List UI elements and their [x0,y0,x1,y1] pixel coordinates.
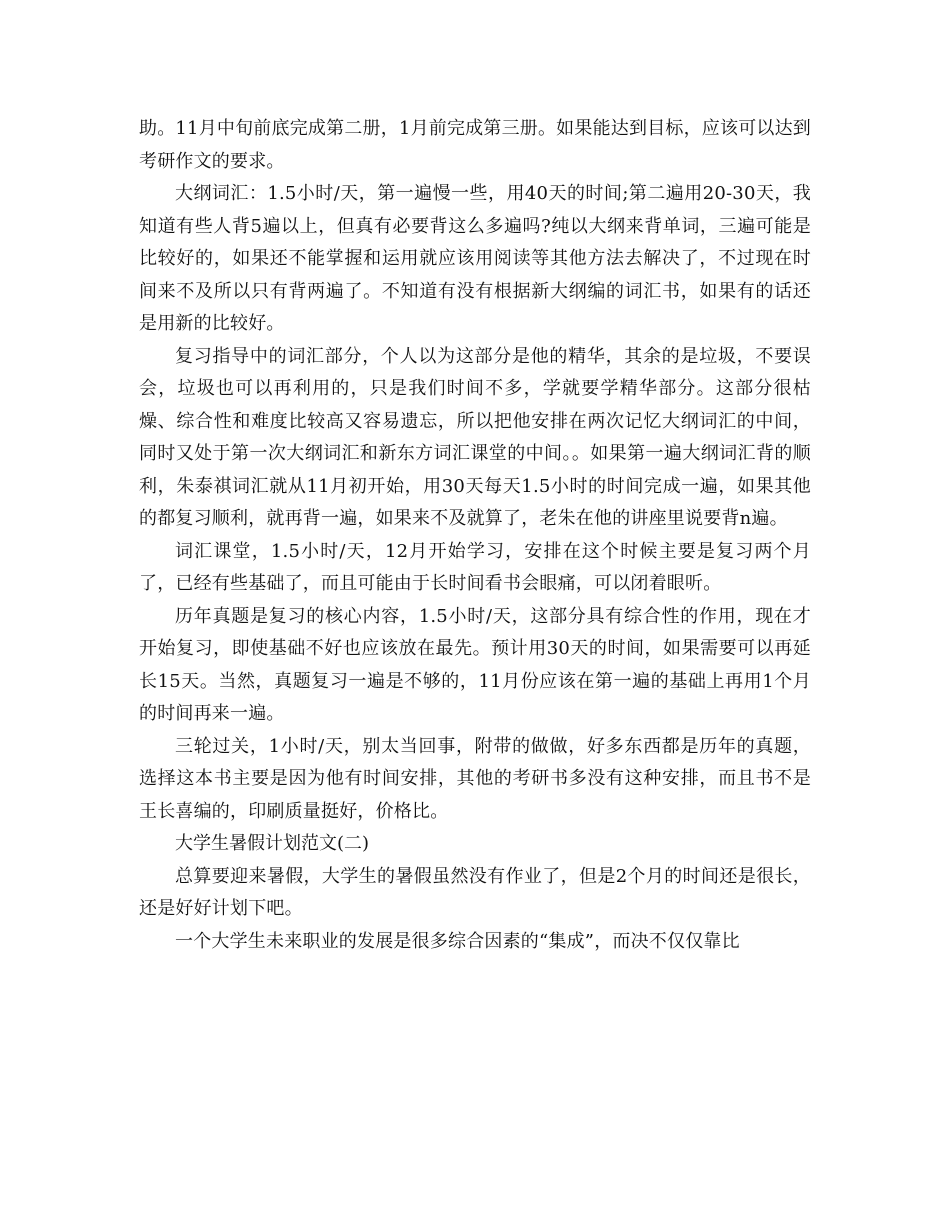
paragraph: 大纲词汇：1.5小时/天，第一遍慢一些，用40天的时间;第二遍用20-30天，我知道有些人背5遍以上，但真有必要背这么多遍吗?纯以大纲来背单词，三遍可能是比较好的，如果还不能掌握和运用就应该用阅读等其他方法去解决了，不过现在时间来不及所以只有背两遍了。不知道有没有根据新大纲编的词汇书，如果有的话还是用新的比较好。 [139,183,811,334]
paragraph: 助。11月中旬前底完成第二册，1月前完成第三册。如果能达到目标，应该可以达到考研作文的要求。 [139,118,811,172]
paragraph: 一个大学生未来职业的发展是很多综合因素的“集成”，而决不仅仅靠比 [175,930,740,952]
paragraph: 三轮过关，1小时/天，别太当回事，附带的做做，好多东西都是历年的真题，选择这本书主要是因为他有时间安排，其他的考研书多没有这种安排，而且书不是王长喜编的，印刷质量挺好，价格比。 [139,735,811,822]
paragraph: 复习指导中的词汇部分，个人以为这部分是他的精华，其余的是垃圾，不要误会，垃圾也可以再利用的，只是我们时间不多，学就要学精华部分。这部分很枯燥、综合性和难度比较高又容易遗忘，所以把他安排在两次记忆大纲词汇的中间，同时又处于第一次大纲词汇和新东方词汇课堂的中间。。如果第一遍大纲词汇背的顺利，朱泰祺词汇就从11月初开始，用30天每天1.5小时的时间完成一遍，如果其他的都复习顺利，就再背一遍，如果来不及就算了，老朱在他的讲座里说要背n遍。 [139,345,811,529]
document-body [139,113,811,958]
paragraph: 历年真题是复习的核心内容，1.5小时/天，这部分具有综合性的作用，现在才开始复习，即使基础不好也应该放在最先。预计用30天的时间，如果需要可以再延长15天。当然，真题复习一遍是不够的，11月份应该在第一遍的基础上再用1个月的时间再来一遍。 [139,605,811,724]
paragraph: 总算要迎来暑假，大学生的暑假虽然没有作业了，但是2个月的时间还是很长，还是好好计划下吧。 [139,865,811,919]
section-heading: 大学生暑假计划范文(二) [175,833,370,854]
paragraph: 词汇课堂，1.5小时/天，12月开始学习，安排在这个时候主要是复习两个月了，已经有些基础了，而且可能由于长时间看书会眼痛，可以闭着眼听。 [139,540,811,594]
